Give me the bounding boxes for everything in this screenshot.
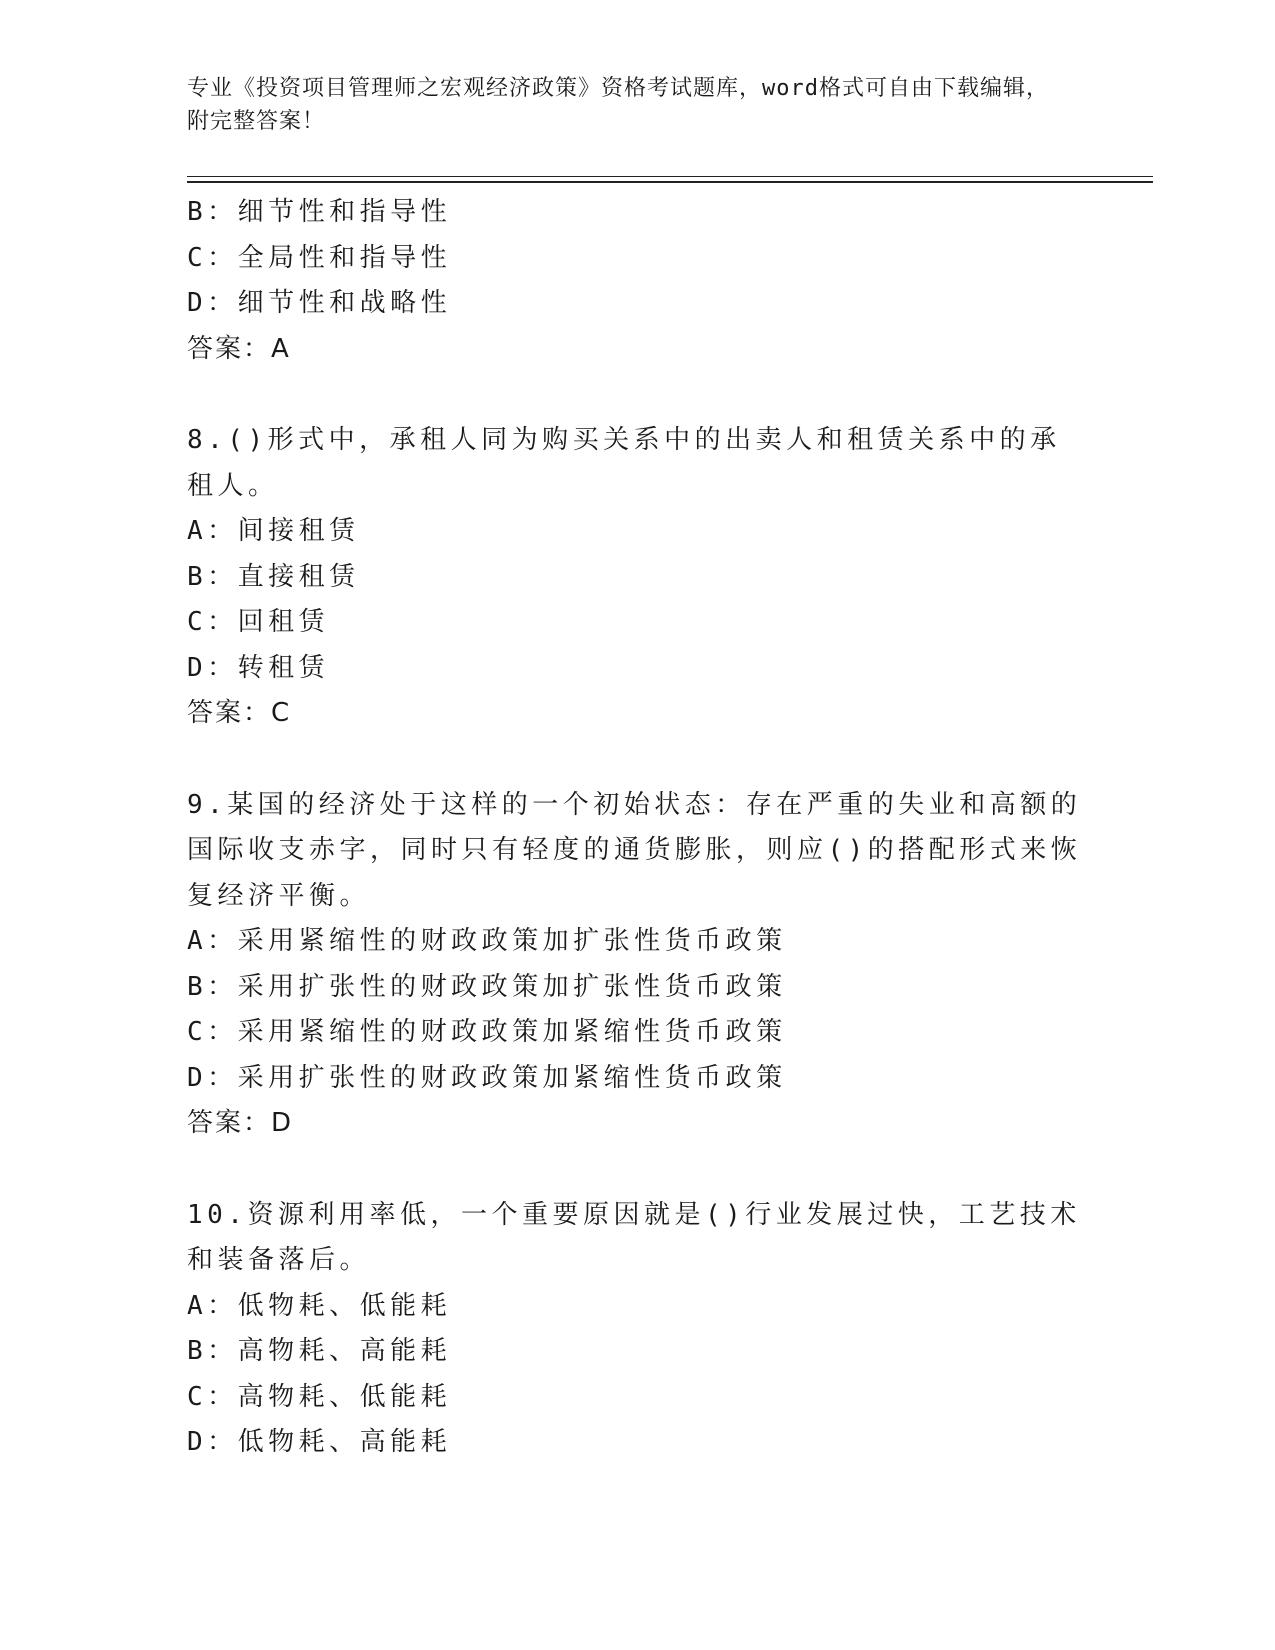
option-b: B：采用扩张性的财政政策加扩张性货币政策	[187, 971, 787, 1002]
answer: 答案：C	[187, 698, 292, 728]
header-rule-bottom	[187, 181, 1153, 183]
answer: 答案：A	[187, 333, 291, 364]
page-header: 专业《投资项目管理师之宏观经济政策》资格考试题库，word格式可自由下载编辑，附完整答案！	[187, 76, 1049, 134]
header-rule-top	[187, 176, 1153, 177]
option-c: C：回租赁	[187, 607, 330, 637]
option-a: A：间接租赁	[187, 516, 360, 546]
option-b: B：高物耗、高能耗	[187, 1336, 452, 1366]
question-text: 10.资源利用率低，一个重要原因就是()行业发展过快，工艺技术和装备落后。	[187, 1199, 1081, 1275]
question-8	[187, 418, 1087, 737]
option-a: A：采用紧缩性的财政政策加扩张性货币政策	[187, 926, 787, 956]
question-text: 8.()形式中，承租人同为购买关系中的出卖人和租赁关系中的承租人。	[187, 425, 1061, 501]
option-c: C：全局性和指导性	[187, 242, 452, 273]
question-10	[187, 1193, 1087, 1466]
option-d: D：转租赁	[187, 652, 330, 683]
option-d: D：采用扩张性的财政政策加紧缩性货币政策	[187, 1062, 787, 1093]
option-d: D：低物耗、高能耗	[187, 1427, 452, 1457]
option-b: B：细节性和指导性	[187, 197, 452, 227]
spacer	[187, 1147, 1087, 1193]
spacer	[187, 372, 1087, 418]
option-d: D：细节性和战略性	[187, 288, 452, 318]
spacer	[187, 737, 1087, 783]
answer: 答案：D	[187, 1108, 294, 1138]
question-text: 9.某国的经济处于这样的一个初始状态：存在严重的失业和高额的国际收支赤字，同时只有轻度的通货膨胀，则应()的搭配形式来恢复经济平衡。	[187, 789, 1082, 911]
option-b: B：直接租赁	[187, 561, 360, 592]
option-c: C：高物耗、低能耗	[187, 1381, 452, 1412]
question-list	[187, 190, 1087, 1466]
question-9	[187, 783, 1087, 1147]
question-7	[187, 190, 1087, 372]
option-c: C：采用紧缩性的财政政策加紧缩性货币政策	[187, 1017, 787, 1047]
option-a: A：低物耗、低能耗	[187, 1290, 452, 1321]
